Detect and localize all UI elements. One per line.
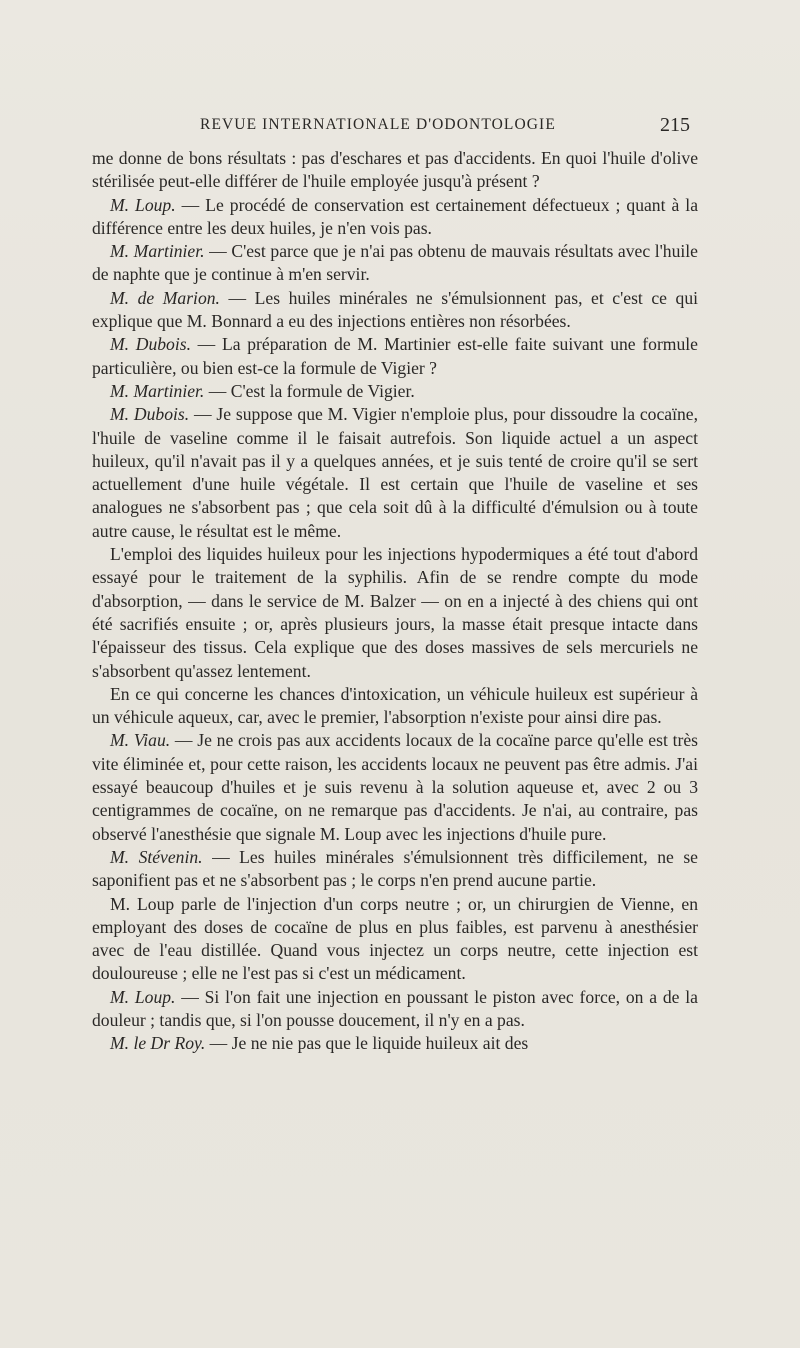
paragraph [92, 380, 698, 403]
paragraph-text: — Les huiles minérales s'émulsionnent très difficilement, ne se saponifient pas et ne s'absorbent pas ; le corps n'en prend aucune partie. [92, 846, 698, 891]
paragraph-text: L'emploi des liquides huileux pour les injections hypodermiques a été tout d'abord essayé pour le traitement de la syphilis. Afin de se rendre compte du mode d'absorption, — dans le service de M. Balzer — on en a injecté à des chiens qui ont été sacrifiés ensuite ; or, après plusieurs jours, la masse était presque intacte dans l'épaisseur des tissus. Cela explique que des doses massives de sels mercuriels ne s'absorbent qu'assez lentement. [92, 544, 698, 681]
paragraph [92, 893, 698, 986]
paragraph [92, 846, 698, 893]
paragraph-text: En ce qui concerne les chances d'intoxication, un véhicule huileux est supérieur à un véhicule aqueux, car, avec le premier, l'absorption n'existe pour ainsi dire pas. [92, 683, 698, 728]
paragraph-text: — C'est la formule de Vigier. [204, 380, 415, 401]
paragraph-text: — Les huiles minérales ne s'émulsionnent pas, et c'est ce qui explique que M. Bonnard a eu des injections entières non résorbées. [92, 287, 699, 332]
paragraph [92, 986, 698, 1033]
paragraph [92, 147, 698, 194]
paragraph-text: — Je ne nie pas que le liquide huileux ait des [205, 1033, 529, 1054]
paragraph [92, 287, 698, 334]
paragraph-text: — C'est parce que je n'ai pas obtenu de mauvais résultats avec l'huile de naphte que je continue à m'en servir. [92, 241, 698, 285]
speaker-name: M. Dubois. [110, 334, 191, 355]
paragraph [92, 333, 698, 380]
paragraph-text: — Je ne crois pas aux accidents locaux de la cocaïne parce qu'elle est très vite éliminée et, pour cette raison, les accidents locaux ne peuvent pas être admis. J'ai essayé beaucoup d'huiles et je suis revenu à la solution aqueuse et, avec 2 ou 3 centigrammes de cocaïne, on ne remarque pas d'accidents. Je n'ai, au contraire, pas observé l'anesthésie que signale M. Loup avec les injections d'huile pure. [92, 730, 698, 844]
paragraph-text: — La préparation de M. Martinier est-elle faite suivant une formule particulière, ou bien est-ce la formule de Vigier ? [92, 334, 698, 378]
speaker-name: M. Loup. [110, 986, 176, 1007]
paragraph-text: me donne de bons résultats : pas d'eschares et pas d'accidents. En quoi l'huile d'olive stérilisée peut-elle différer de l'huile employée jusqu'à présent ? [92, 148, 698, 192]
paragraph [92, 1032, 698, 1055]
paragraph-text: — Si l'on fait une injection en poussant le piston avec force, on a de la douleur ; tandis que, si l'on pousse doucement, il n'y en a pas. [92, 986, 698, 1030]
speaker-name: M. Martinier. [110, 380, 205, 401]
speaker-name: M. de Marion. [110, 287, 220, 308]
paragraph [92, 240, 698, 287]
speaker-name: M. Viau. [110, 730, 171, 751]
paragraph [92, 729, 698, 845]
paragraph [92, 683, 698, 730]
speaker-name: M. Martinier. [110, 241, 205, 262]
speaker-name: M. Loup. [110, 194, 176, 215]
page-number: 215 [660, 114, 690, 136]
speaker-name: M. Stévenin. [110, 846, 203, 867]
speaker-name: M. Dubois. [110, 404, 190, 425]
paragraph [92, 543, 698, 683]
speaker-name: M. le Dr Roy. [110, 1033, 206, 1054]
paragraph [92, 194, 698, 241]
paragraph-text: — Le procédé de conservation est certainement défectueux ; quant à la différence entre les deux huiles, je n'en vois pas. [92, 194, 699, 238]
running-title: REVUE INTERNATIONALE D'ODONTOLOGIE [200, 116, 556, 133]
running-header [200, 114, 690, 138]
paragraph-text: — Je suppose que M. Vigier n'emploie plus, pour dissoudre la cocaïne, l'huile de vaseline comme il le faisait autrefois. Son liquide actuel a un aspect huileux, qu'il n'avait pas il y a quelques années, et je suis tenté de croire qu'il se sert actuellement d'une huile végétale. Il est certain que l'huile de vaseline et ses analogues ne s'absorbent pas ; que cela soit dû à la difficulté d'émulsion ou à toute autre cause, le résultat est le même. [92, 404, 698, 541]
paragraph-text: M. Loup parle de l'injection d'un corps neutre ; or, un chirurgien de Vienne, en employant des doses de cocaïne de plus en plus faibles, est parvenu à anesthésier avec de l'eau distillée. Quand vous injectez un corps neutre, cette injection est douloureuse ; elle ne l'est pas si c'est un médicament. [92, 893, 698, 984]
paragraph [92, 403, 698, 543]
body-text [92, 147, 698, 1056]
